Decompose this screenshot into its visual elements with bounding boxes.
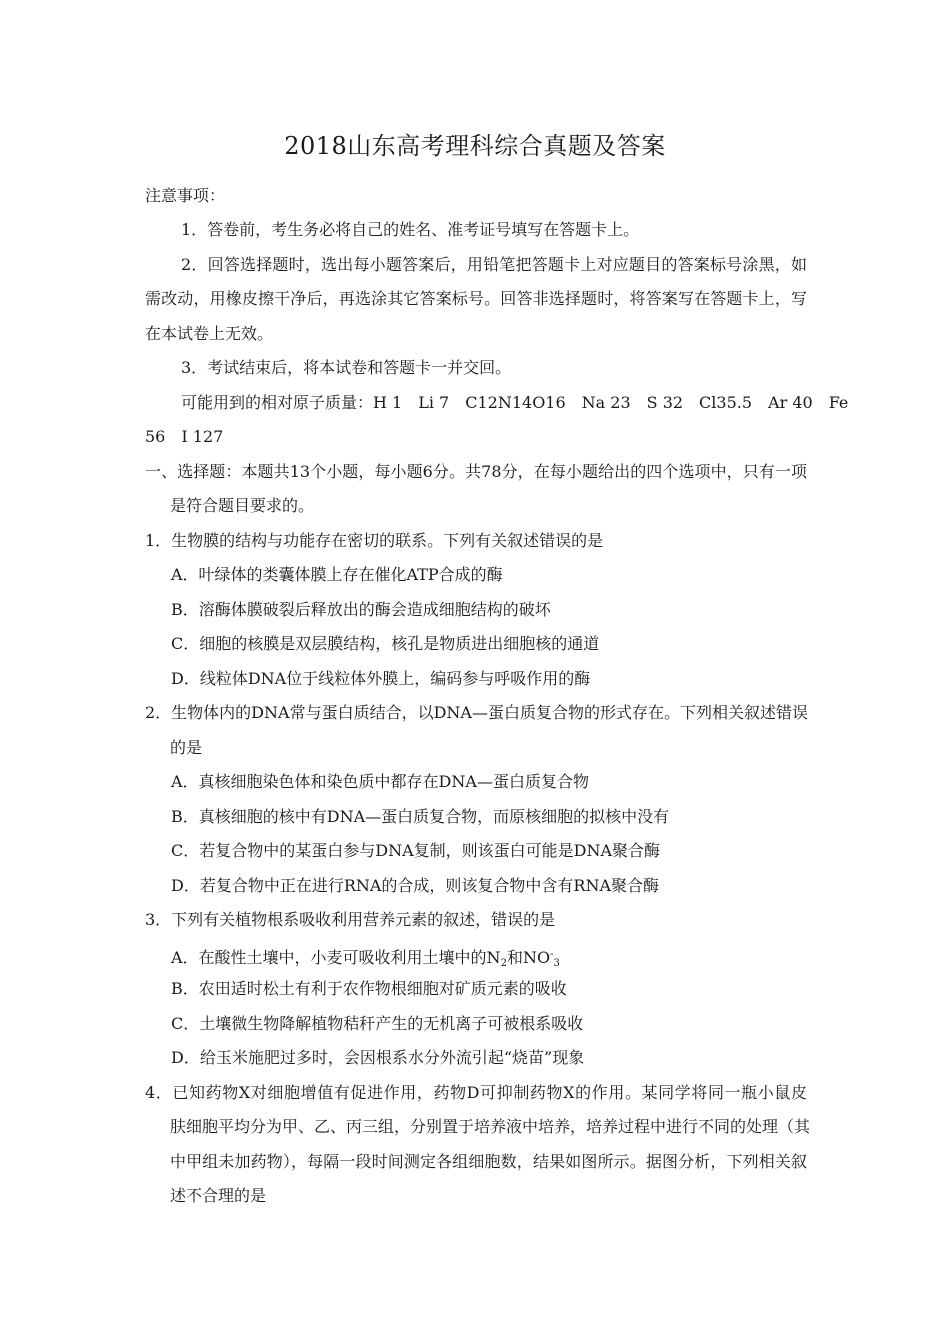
question-4-stem-line-1: 4．已知药物X对细胞增值有促进作用，药物D可抑制药物X的作用。某同学将同一瓶小鼠皮 — [145, 1083, 807, 1102]
question-3-option-a-text: A．在酸性土壤中，小麦可吸收利用土壤中的N — [171, 948, 501, 967]
atomic-mass-line-1: 可能用到的相对原子质量：H 1 Li 7 C12N14O16 Na 23 S 32 Cl35.5 Ar 40 Fe — [181, 393, 849, 412]
notice-item-2-line-2: 需改动，用橡皮擦干净后，再选涂其它答案标号。回答非选择题时，将答案写在答题卡上，写 — [145, 289, 807, 308]
question-2-stem-line-2: 的是 — [170, 738, 203, 757]
question-4-stem-line-3: 中甲组未加药物），每隔一段时间测定各组细胞数，结果如图所示。据图分析，下列相关叙 — [170, 1152, 807, 1171]
question-2-stem-line-1: 2．生物体内的DNA常与蛋白质结合，以DNA—蛋白质复合物的形式存在。下列相关叙述错误 — [145, 703, 808, 722]
question-3-option-b: B．农田适时松土有利于农作物根细胞对矿质元素的吸收 — [171, 979, 567, 998]
document-title: 2018山东高考理科综合真题及答案 — [284, 132, 666, 160]
question-2-option-c: C．若复合物中的某蛋白参与DNA复制，则该蛋白可能是DNA聚合酶 — [171, 841, 661, 860]
question-3-option-a-mid: 和NO — [506, 948, 551, 967]
section-heading-line-1: 一、选择题：本题共13个小题，每小题6分。共78分，在每小题给出的四个选项中，只有一项 — [145, 462, 807, 481]
question-2-option-a: A．真核细胞染色体和染色质中都存在DNA—蛋白质复合物 — [171, 772, 589, 791]
notice-heading: 注意事项： — [145, 186, 226, 205]
section-heading-line-2: 是符合题目要求的。 — [170, 496, 315, 515]
question-1-option-c: C．细胞的核膜是双层膜结构，核孔是物质进出细胞核的通道 — [171, 634, 600, 653]
atomic-mass-line-2: 56 I 127 — [145, 427, 224, 446]
question-2-option-b: B．真核细胞的核中有DNA—蛋白质复合物，而原核细胞的拟核中没有 — [171, 807, 670, 826]
notice-item-3: 3．考试结束后，将本试卷和答题卡一并交回。 — [181, 358, 512, 377]
question-4-stem-line-2: 肤细胞平均分为甲、乙、丙三组，分别置于培养液中培养，培养过程中进行不同的处理（其 — [170, 1117, 811, 1136]
question-2-option-d: D．若复合物中正在进行RNA的合成，则该复合物中含有RNA聚合酶 — [171, 876, 660, 895]
nitrate-superscript: - — [550, 949, 554, 960]
question-3-stem: 3．下列有关植物根系吸收利用营养元素的叙述，错误的是 — [145, 910, 556, 929]
notice-item-2-line-3: 在本试卷上无效。 — [145, 324, 274, 343]
question-1-option-a: A．叶绿体的类囊体膜上存在催化ATP合成的酶 — [171, 565, 503, 584]
question-1-stem: 1．生物膜的结构与功能存在密切的联系。下列有关叙述错误的是 — [145, 531, 604, 550]
question-1-option-d: D．线粒体DNA位于线粒体外膜上，编码参与呼吸作用的酶 — [171, 669, 591, 688]
notice-item-1: 1．答卷前，考生务必将自己的姓名、准考证号填写在答题卡上。 — [181, 220, 640, 239]
question-1-option-b: B．溶酶体膜破裂后释放出的酶会造成细胞结构的破坏 — [171, 600, 551, 619]
nitrogen-subscript: 2 — [500, 958, 507, 969]
question-3-option-d: D．给玉米施肥过多时，会因根系水分外流引起“烧苗”现象 — [171, 1048, 585, 1067]
question-4-stem-line-4: 述不合理的是 — [170, 1186, 267, 1205]
question-3-option-c: C．土壤微生物降解植物秸秆产生的无机离子可被根系吸收 — [171, 1014, 584, 1033]
notice-item-2-line-1: 2．回答选择题时，选出每小题答案后，用铅笔把答题卡上对应题目的答案标号涂黑，如 — [181, 255, 807, 274]
question-3-option-a — [171, 945, 560, 974]
nitrate-subscript: 3 — [553, 958, 560, 969]
